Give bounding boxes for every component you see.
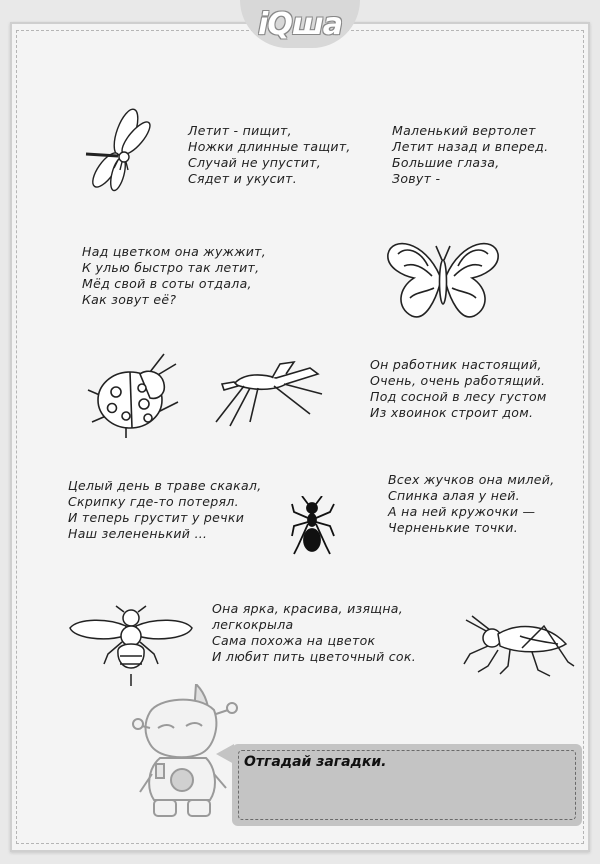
riddle-line: Сядет и укусит. (188, 171, 298, 186)
riddle-grasshopper (68, 478, 262, 542)
mosquito-icon (214, 356, 326, 428)
grasshopper-illustration (458, 614, 576, 680)
task-instruction: Отгадай загадки. (244, 754, 387, 770)
mosquito-illustration (214, 356, 326, 428)
riddle-line: Наш зелененький … (68, 526, 208, 541)
riddle-line: Большие глаза, (392, 155, 500, 170)
riddle-line: Черненькие точки. (388, 520, 518, 535)
riddle-line: Летит - пищит, (188, 123, 292, 138)
riddle-line: К улью быстро так летит, (82, 260, 260, 275)
riddle-line: Маленький вертолет (392, 123, 536, 138)
ant-illustration (290, 496, 336, 558)
riddle-line: И теперь грустит у речки (68, 510, 245, 525)
bee-icon (68, 604, 194, 690)
butterfly-icon (384, 236, 502, 322)
riddle-ladybug (388, 472, 554, 536)
dragonfly-icon (82, 108, 152, 192)
riddle-line: И любит пить цветочный сок. (212, 649, 417, 664)
ladybug-icon (86, 350, 184, 438)
riddle-mosquito (188, 123, 351, 187)
riddle-butterfly (212, 601, 416, 665)
bee-illustration (68, 604, 194, 690)
task-speech-bubble (232, 744, 582, 826)
riddle-line: Ножки длинные тащит, (188, 139, 351, 154)
dragonfly-illustration (82, 108, 152, 192)
ladybug-illustration (86, 350, 184, 438)
riddle-dragonfly (392, 123, 548, 187)
riddle-line: легкокрыла (212, 617, 294, 632)
brand-logo: iQша (258, 6, 342, 42)
riddle-line: Он работник настоящий, (370, 357, 542, 372)
riddle-line: Под сосной в лесу густом (370, 389, 547, 404)
butterfly-illustration (384, 236, 502, 322)
riddle-line: Зовут - (392, 171, 441, 186)
riddle-line: Скрипку где-то потерял. (68, 494, 239, 509)
riddle-line: Она ярка, красива, изящна, (212, 601, 404, 616)
riddle-line: Летит назад и вперед. (392, 139, 549, 154)
riddle-line: Случай не упустит, (188, 155, 321, 170)
riddle-line: Из хвоинок строит дом. (370, 405, 534, 420)
riddle-line: Над цветком она жужжит, (82, 244, 267, 259)
riddle-line: Сама похожа на цветок (212, 633, 376, 648)
riddle-line: Очень, очень работящий. (370, 373, 546, 388)
riddle-line: Спинка алая у ней. (388, 488, 520, 503)
riddle-line: Целый день в траве скакал, (68, 478, 262, 493)
riddle-line: Мёд свой в соты отдала, (82, 276, 252, 291)
riddle-line: Как зовут её? (82, 292, 177, 307)
riddle-ant (370, 357, 547, 421)
riddle-line: Всех жучков она милей, (388, 472, 555, 487)
grasshopper-icon (458, 614, 576, 680)
riddle-bee (82, 244, 266, 308)
ant-icon (290, 496, 336, 558)
riddle-line: А на ней кружочки — (388, 504, 536, 519)
